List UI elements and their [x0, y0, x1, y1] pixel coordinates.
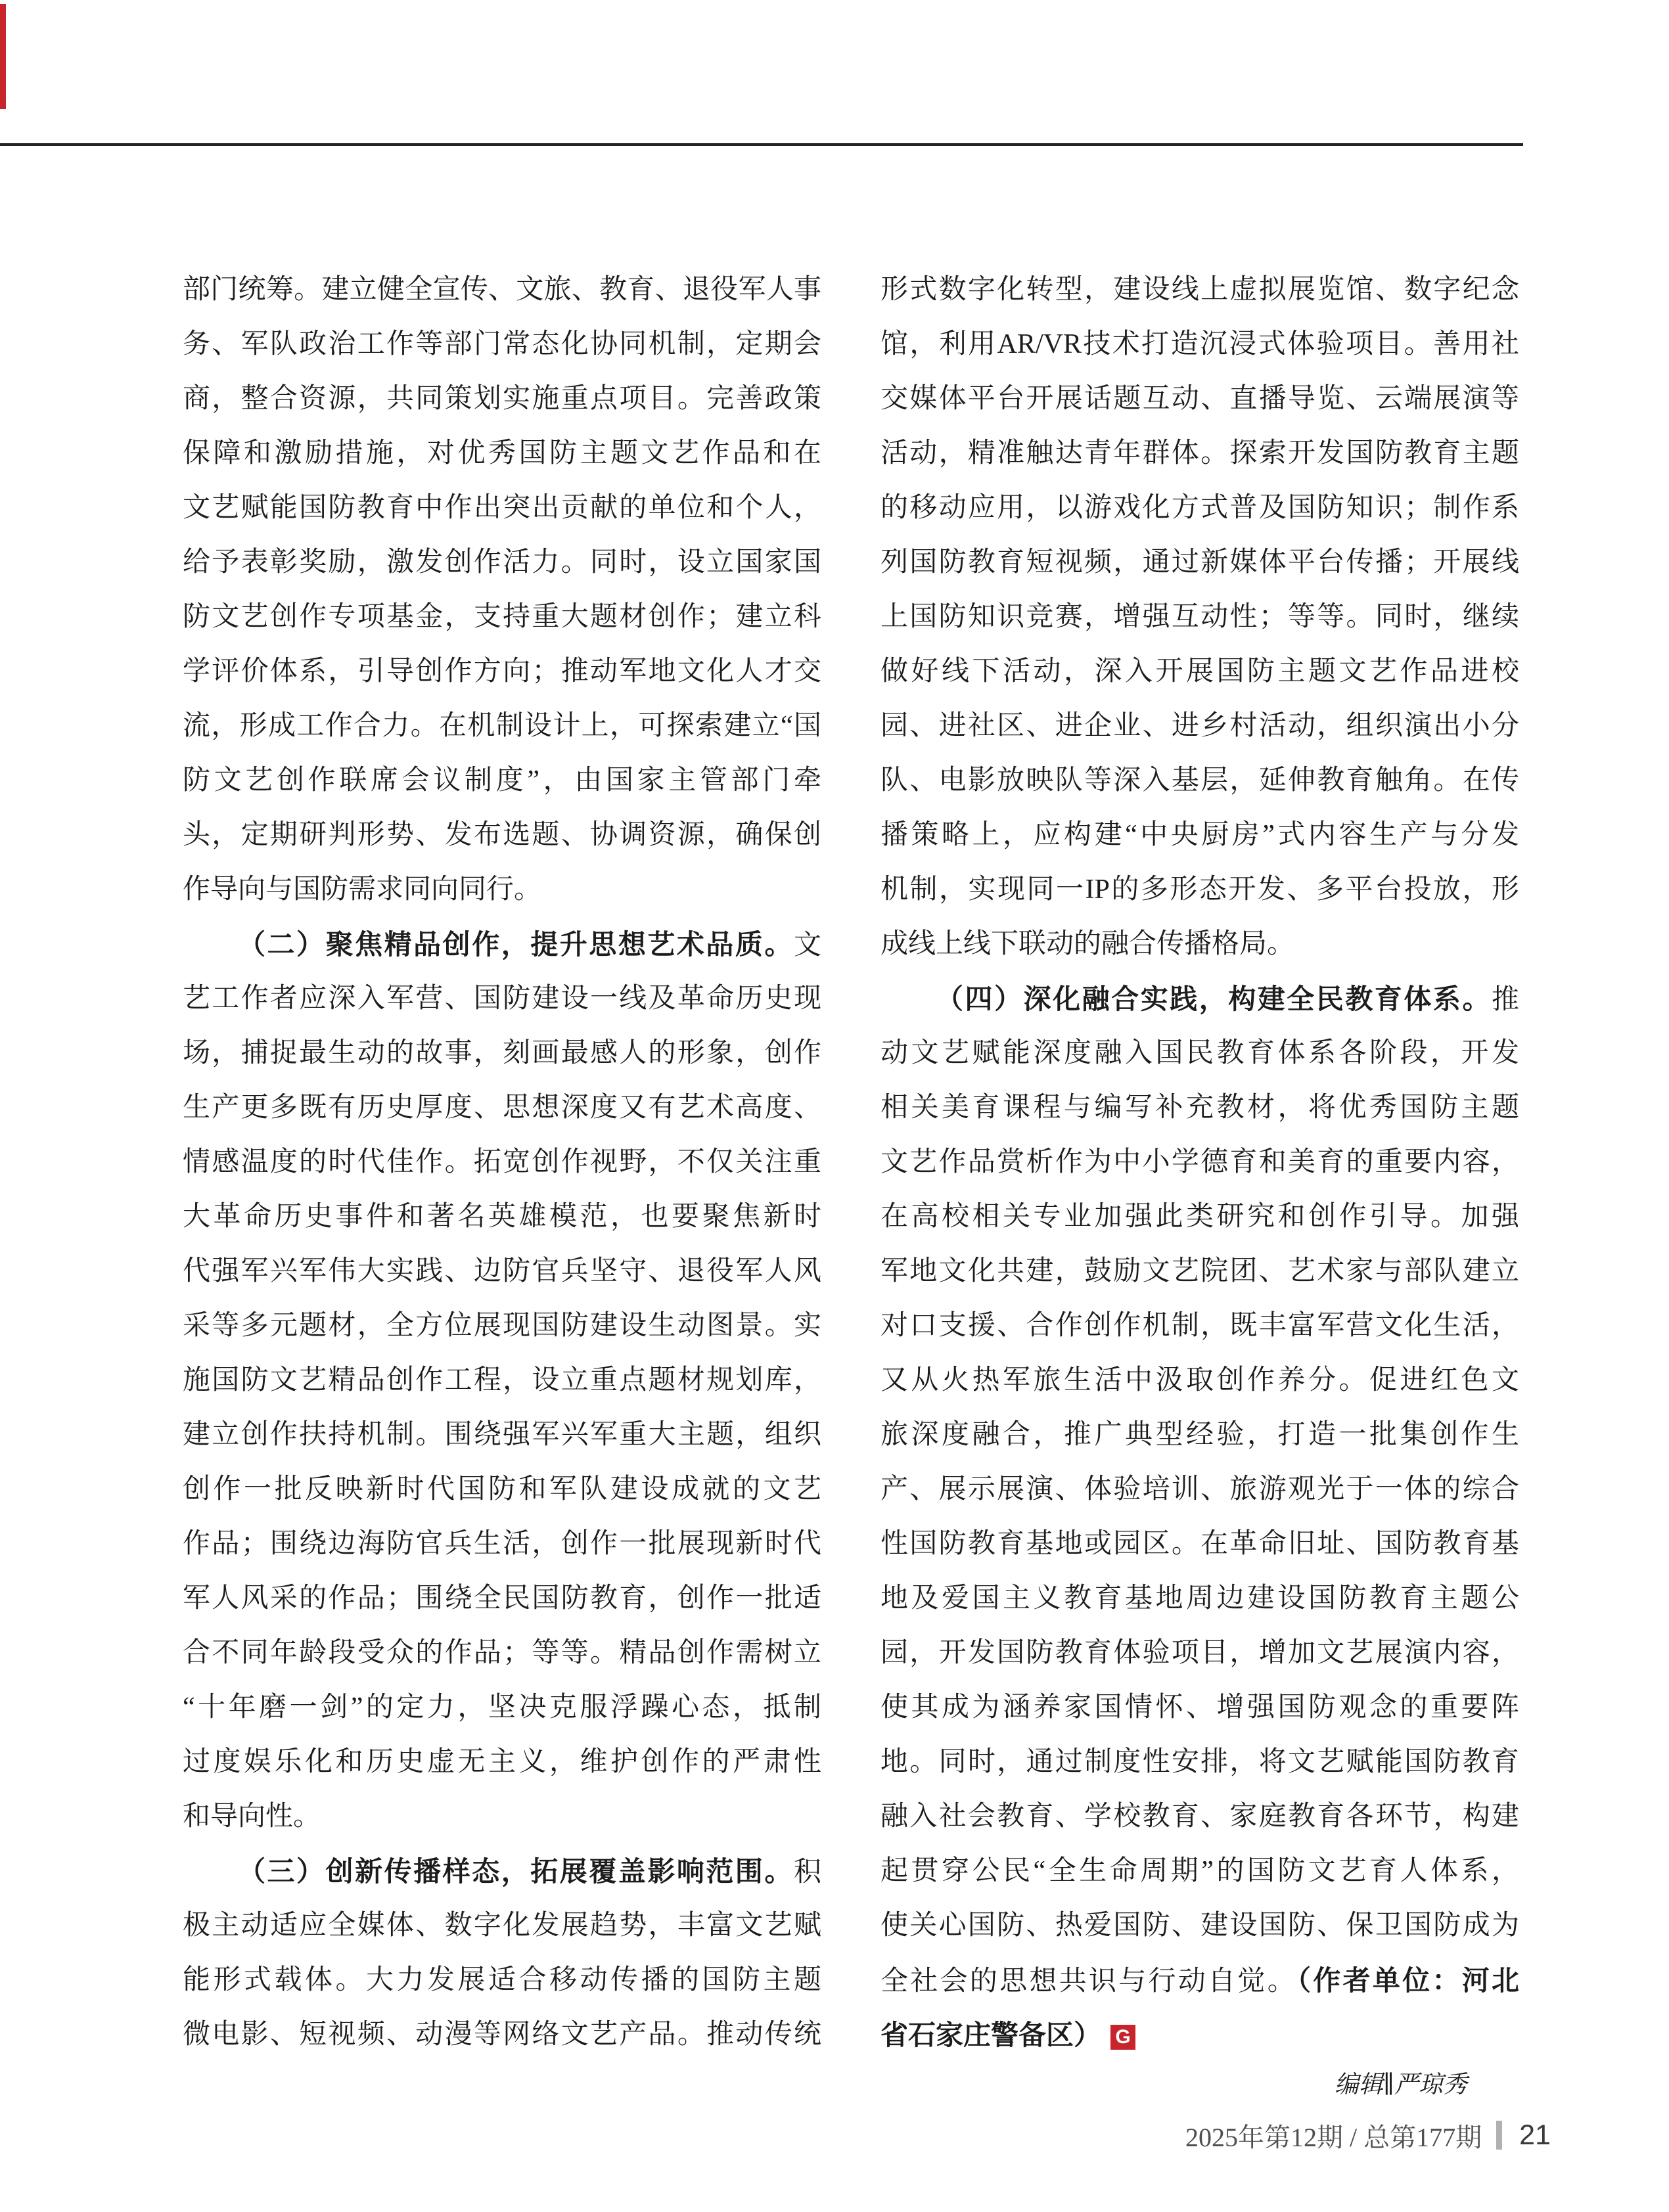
section-heading: 省石家庄警备区） [880, 2020, 1102, 2050]
section-heading: （作者单位：河北 [1296, 1965, 1519, 1996]
text-run: 情感温度的时代佳作。拓宽创作视野，不仅关注重 [183, 1147, 821, 1177]
text-line [183, 2008, 821, 2062]
text-line [880, 1299, 1519, 1353]
text-run: 过度娱乐化和历史虚无主义，维护创作的严肃性 [183, 1747, 821, 1777]
text-line [183, 1735, 821, 1790]
text-run: 代强军兴军伟大实践、边防官兵坚守、退役军人风 [183, 1256, 821, 1286]
text-line [880, 1790, 1519, 1844]
text-line [183, 644, 821, 699]
text-line [183, 1408, 821, 1462]
text-run: 微电影、短视频、动漫等网络文艺产品。推动传统 [183, 2020, 821, 2050]
text-run: 地及爱国主义教育基地周边建设国防教育主题公 [880, 1583, 1519, 1614]
text-line [183, 1081, 821, 1135]
section-heading: （二）聚焦精品创作，提升思想艺术品质。 [238, 929, 794, 960]
text-run: 起贯穿公民“全生命周期”的国防文艺育人体系， [880, 1856, 1519, 1886]
text-line [880, 535, 1519, 590]
text-line [183, 535, 821, 590]
text-run: 在高校相关专业加强此类研究和创作引导。加强 [880, 1202, 1519, 1232]
text-run: 给予表彰奖励，激发创作活力。同时，设立国家国 [183, 547, 821, 577]
text-line [880, 481, 1519, 535]
text-run: 作品；围绕边海防官兵生活，创作一批展现新时代 [183, 1529, 821, 1559]
text-run: 队、电影放映队等深入基层，延伸教育触角。在传 [880, 765, 1519, 796]
text-run: 文 [793, 930, 821, 960]
text-run: 防文艺创作联席会议制度”，由国家主管部门牵 [183, 765, 821, 796]
text-run: 施国防文艺精品创作工程，设立重点题材规划库， [183, 1365, 821, 1395]
text-line [880, 972, 1519, 1026]
article-end-icon: G [1110, 2025, 1135, 2050]
text-line [183, 1844, 821, 1899]
text-run: 防文艺创作专项基金，支持重大题材创作；建立科 [183, 602, 821, 632]
text-run: 建立创作扶持机制。围绕强军兴军重大主题，组织 [183, 1420, 821, 1450]
text-line [880, 590, 1519, 644]
text-run: 全社会的思想共识与行动自觉。 [880, 1966, 1297, 1997]
text-run: 学评价体系，引导创作方向；推动军地文化人才交 [183, 656, 821, 687]
text-line [880, 808, 1519, 863]
text-line [880, 1190, 1519, 1244]
text-run: 极主动适应全媒体、数字化发展趋势，丰富文艺赋 [183, 1910, 821, 1941]
text-line [183, 972, 821, 1026]
text-run: 能形式载体。大力发展适合移动传播的国防主题 [183, 1965, 821, 1995]
text-run: 园、进社区、进企业、进乡村活动，组织演出小分 [880, 711, 1519, 741]
footer-divider [1496, 2121, 1502, 2150]
text-line [183, 1026, 821, 1081]
text-line [880, 863, 1519, 917]
text-line [183, 1790, 821, 1844]
text-run: 的移动应用，以游戏化方式普及国防知识；制作系 [880, 493, 1519, 523]
text-line [880, 699, 1519, 754]
text-line [183, 317, 821, 372]
text-line [183, 917, 821, 972]
text-run: 艺工作者应深入军营、国防建设一线及革命历史现 [183, 983, 821, 1014]
text-run: 商，整合资源，共同策划实施重点项目。完善政策 [183, 384, 821, 414]
text-run: 使关心国防、热爱国防、建设国防、保卫国防成为 [880, 1910, 1519, 1941]
text-run: 文艺作品赏析作为中小学德育和美育的重要内容， [880, 1147, 1519, 1177]
text-line [183, 263, 821, 317]
text-line [183, 590, 821, 644]
text-line [183, 481, 821, 535]
footer-page-info [1185, 2117, 1551, 2154]
text-run: 使其成为涵养家国情怀、增强国防观念的重要阵 [880, 1692, 1519, 1723]
header-divider [0, 143, 1523, 146]
text-run: 作导向与国防需求同向同行。 [183, 874, 542, 905]
text-run: “十年磨一剑”的定力，坚决克服浮躁心态，抵制 [183, 1692, 821, 1723]
text-line [183, 1517, 821, 1571]
text-line [183, 372, 821, 426]
text-run: 创作一批反映新时代国防和军队建设成就的文艺 [183, 1474, 821, 1504]
text-line [183, 1135, 821, 1190]
text-line [880, 917, 1519, 972]
text-line [880, 1571, 1519, 1626]
text-run: 和导向性。 [183, 1801, 321, 1832]
text-line [880, 1135, 1519, 1190]
text-run: 推 [1491, 985, 1519, 1015]
text-run: 军地文化共建，鼓励文艺院团、艺术家与部队建立 [880, 1256, 1519, 1286]
text-line [183, 863, 821, 917]
text-line [183, 1244, 821, 1299]
editor-credit: 编辑∥严琼秀 [1334, 2071, 1467, 2098]
text-line [880, 1462, 1519, 1517]
text-line [183, 754, 821, 808]
text-run: 相关美育课程与编写补充教材，将优秀国防主题 [880, 1093, 1519, 1123]
text-run: 文艺赋能国防教育中作出突出贡献的单位和个人， [183, 493, 821, 523]
text-line [183, 1626, 821, 1681]
text-run: 交媒体平台开展话题互动、直播导览、云端展演等 [880, 384, 1519, 414]
text-line [880, 2008, 1519, 2062]
text-run: 园，开发国防教育体验项目，增加文艺展演内容， [880, 1638, 1519, 1668]
text-run: 机制，实现同一IP的多形态开发、多平台投放，形 [880, 874, 1519, 905]
text-line [183, 699, 821, 754]
text-line [880, 317, 1519, 372]
text-run: 播策略上，应构建“中央厨房”式内容生产与分发 [880, 820, 1519, 850]
text-run: 活动，精准触达青年群体。探索开发国防教育主题 [880, 438, 1519, 468]
text-run: 军人风采的作品；围绕全民国防教育，创作一批适 [183, 1583, 821, 1614]
text-run: 产、展示展演、体验培训、旅游观光于一体的综合 [880, 1474, 1519, 1504]
text-run: 地。同时，通过制度性安排，将文艺赋能国防教育 [880, 1747, 1519, 1777]
text-run: 列国防教育短视频，通过新媒体平台传播；开展线 [880, 547, 1519, 577]
article-column-left [183, 263, 821, 2062]
text-run: 做好线下活动，深入开展国防主题文艺作品进校 [880, 656, 1519, 687]
text-run: 上国防知识竞赛，增强互动性；等等。同时，继续 [880, 602, 1519, 632]
text-line [183, 1953, 821, 2008]
text-run: 融入社会教育、学校教育、家庭教育各环节，构建 [880, 1801, 1519, 1832]
text-run: 性国防教育基地或园区。在革命旧址、国防教育基 [880, 1529, 1519, 1559]
text-line [880, 1408, 1519, 1462]
text-run: 成线上线下联动的融合传播格局。 [880, 929, 1295, 959]
text-line [880, 1353, 1519, 1408]
text-line [880, 1244, 1519, 1299]
text-line [183, 1299, 821, 1353]
text-run: 生产更多既有历史厚度、思想深度又有艺术高度、 [183, 1093, 821, 1123]
text-line [183, 1190, 821, 1244]
text-line [880, 644, 1519, 699]
article-column-right [880, 263, 1519, 2062]
page-number: 21 [1519, 2119, 1551, 2151]
text-run: 动文艺赋能深度融入国民教育体系各阶段，开发 [880, 1038, 1519, 1068]
text-line [880, 1681, 1519, 1735]
text-line [183, 808, 821, 863]
text-line [880, 1953, 1519, 2008]
text-run: 场，捕捉最生动的故事，刻画最感人的形象，创作 [183, 1038, 821, 1068]
text-line [880, 1081, 1519, 1135]
text-line [880, 263, 1519, 317]
text-line [183, 1899, 821, 1953]
text-line [880, 1735, 1519, 1790]
text-run: 馆，利用AR/VR技术打造沉浸式体验项目。善用社 [880, 329, 1519, 359]
text-line [183, 1571, 821, 1626]
text-run: 积 [793, 1857, 821, 1887]
text-line [183, 1353, 821, 1408]
text-line [880, 1626, 1519, 1681]
text-run: 采等多元题材，全方位展现国防建设生动图景。实 [183, 1311, 821, 1341]
issue-info: 2025年第12期 / 总第177期 [1185, 2122, 1482, 2152]
section-heading: （四）深化融合实践，构建全民教育体系。 [936, 983, 1492, 1014]
section-heading: （三）创新传播样态，拓展覆盖影响范围。 [238, 1856, 794, 1887]
text-line [183, 1681, 821, 1735]
text-line [880, 1026, 1519, 1081]
text-run: 旅深度融合，推广典型经验，打造一批集创作生 [880, 1420, 1519, 1450]
text-run: 对口支援、合作创作机制，既丰富军营文化生活， [880, 1311, 1519, 1341]
text-line [880, 1844, 1519, 1899]
text-line [880, 372, 1519, 426]
text-run: 部门统筹。建立健全宣传、文旅、教育、退役军人事 [183, 275, 821, 305]
text-run: 头，定期研判形势、发布选题、协调资源，确保创 [183, 820, 821, 850]
text-line [880, 1899, 1519, 1953]
text-run: 流，形成工作合力。在机制设计上，可探索建立“国 [183, 711, 821, 741]
text-line [183, 426, 821, 481]
text-line [880, 754, 1519, 808]
page-edge-marker [0, 4, 6, 109]
text-run: 务、军队政治工作等部门常态化协同机制，定期会 [183, 329, 821, 359]
text-line [183, 1462, 821, 1517]
text-run: 又从火热军旅生活中汲取创作养分。促进红色文 [880, 1365, 1519, 1395]
text-line [880, 426, 1519, 481]
text-run: 合不同年龄段受众的作品；等等。精品创作需树立 [183, 1638, 821, 1668]
text-run: 保障和激励措施，对优秀国防主题文艺作品和在 [183, 438, 821, 468]
text-line [880, 1517, 1519, 1571]
text-run: 形式数字化转型，建设线上虚拟展览馆、数字纪念 [880, 275, 1519, 305]
text-run: 大革命历史事件和著名英雄模范，也要聚焦新时 [183, 1202, 821, 1232]
